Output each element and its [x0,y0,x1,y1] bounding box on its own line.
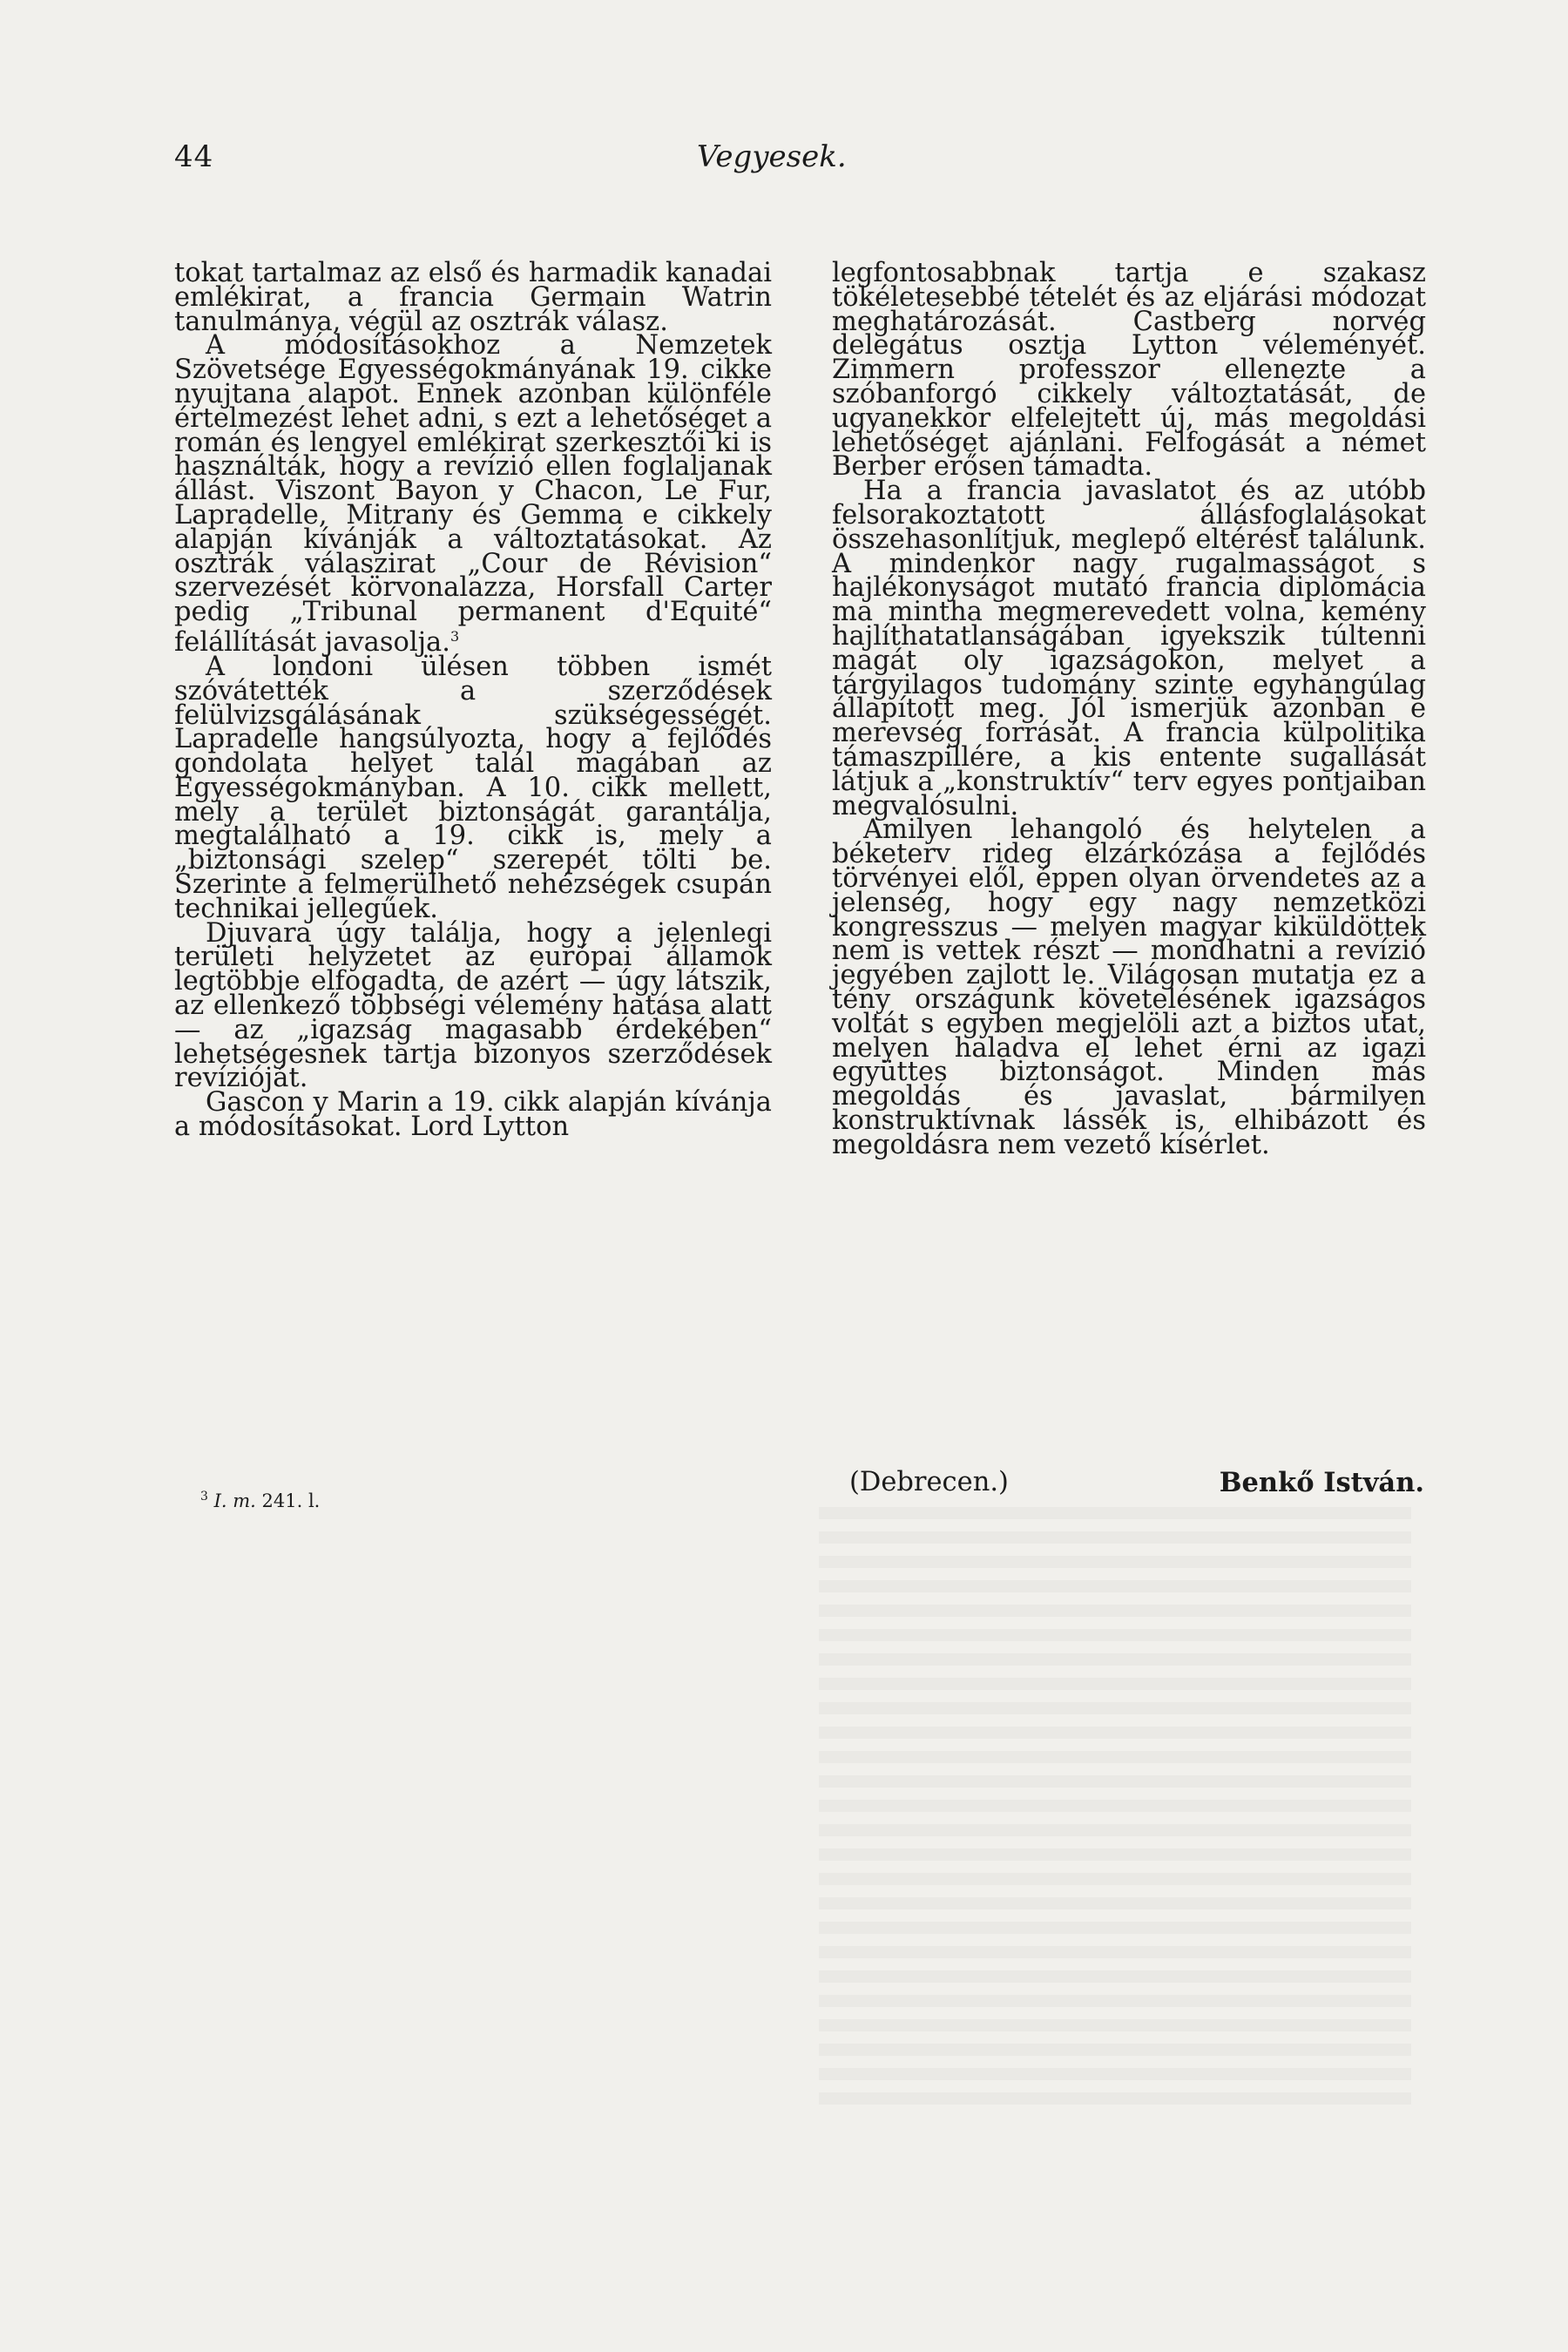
signature-place: (Debrecen.) [849,1467,1009,1497]
left-column [174,258,772,1143]
left-paragraph-5: Gascon y Marin a 19. cikk alapján kívánja a módosításokat. Lord Lytton [174,1087,772,1143]
left-paragraph-4: Djuvara úgy találja, hogy a jelenlegi területi helyzetet az európai államok legtöbbje elfogadta, de azért — úgy látszik, az ellenkező többségi vélemény hatása alatt — az „igazság magasabb érdekében“ lehetségesnek tartja bizonyos szerződések revízióját. [174,917,772,1094]
left-paragraph-2 [174,330,772,659]
right-paragraph-1: legfontosabbnak tartja e szakasz tökéletesebbé tételét és az eljárási módozat meghatározását. Castberg norvég delegátus osztja Lytton véleményét. Zimmern professzor ellenezte a szóbanforgó cikkely változtatását, de ugyanekkor elfelejtett új, más megoldási lehetőséget ajánlani. Felfogását a német Berber erősen támadta. [832,258,1426,483]
running-head [174,139,1394,192]
footnote-reference: 3 [449,627,460,645]
left-paragraph-3: A londoni ülésen többen ismét szóvátették a szerződések felülvizsgálásának szükségességét. Lapradelle hangsúlyozta, hogy a fejlődés gondolata helyet talál magában az Egyességokmányban. A 10. cikk mellett, mely a terület biztonságát garantálja, megtalálható a 19. cikk is, mely a „biztonsági szelep“ szerepét tölti be. Szerinte a felmerülhető nehézségek csupán technikai jellegűek. [174,651,772,924]
right-column [832,258,1426,1160]
footnote-ref-rest: 241. l. [255,1490,321,1511]
footnote-ref-italic: I. m. [213,1490,256,1511]
signature-author: Benkő István. [1219,1467,1424,1498]
bleed-through-shadow [819,1507,1411,2117]
footnote-mark: 3 [200,1490,208,1504]
right-paragraph-2: Ha a francia javaslatot és az utóbb felsorakoztatott állásfoglalásokat összehasonlítjuk, meglepő eltérést találunk. A mindenkor nagy rugalmasságot s hajlékonyságot mutató francia diplomácia ma mintha megmerevedett volna, kemény hajlíthatatlanságában igyekszik túltenni magát oly igazságokon, melyet a tárgyilagos tudomány szinte egyhangúlag állapított meg. Jól ismerjük azonban e merevség forrását. A francia külpolitika támaszpillére, a kis entente sugallását látjuk a „konstruktív“ terv egyes pontjaiban megvalósulni. [832,476,1426,821]
left-paragraph-1: tokat tartalmaz az első és harmadik kanadai emlékirat, a francia Germain Watrin tanulmánya, végül az osztrák válasz. [174,258,772,337]
running-title: Vegyesek. [697,139,847,174]
left-paragraph-2-text: A módosításokhoz a Nemzetek Szövetsége Egyességokmányának 19. cikke nyujtana alapot. Ennek azonban különféle értelmezést lehet adni, s ezt a lehetőséget a román és lengyel emlékirat szerkesztői ki is használták, hogy a revízió ellen foglaljanak állást. Viszont Bayon y Chacon, Le Fur, Lapradelle, Mitrany és Gemma e cikkely alapján kívánják a változtatásokat. Az osztrák válaszirat „Cour de Révision“ szervezését körvonalazza, Horsfall Carter pedig „Tribunal permanent d'Equité“ felállítását javasolja. [174,330,772,659]
signature [849,1467,1424,1502]
right-paragraph-3: Amilyen lehangoló és helytelen a béketerv rideg elzárkózása a fejlődés törvényei elől, éppen olyan örvendetes az a jelenség, hogy egy nagy nemzetközi kongresszus — melyen magyar kiküldöttek nem is vettek részt — mondhatni a revízió jegyében zajlott le. Világosan mutatja ez a tény országunk követelésének igazságos voltát s egyben megjelöli azt a biztos utat, melyen haladva el lehet érni az igazi együttes biztonságot. Minden más megoldás és javaslat, bármilyen konstruktívnak lássék is, elhibázott és megoldásra nem vezető kísérlet. [832,814,1426,1160]
page-number: 44 [174,139,214,174]
footnote [200,1490,723,1511]
